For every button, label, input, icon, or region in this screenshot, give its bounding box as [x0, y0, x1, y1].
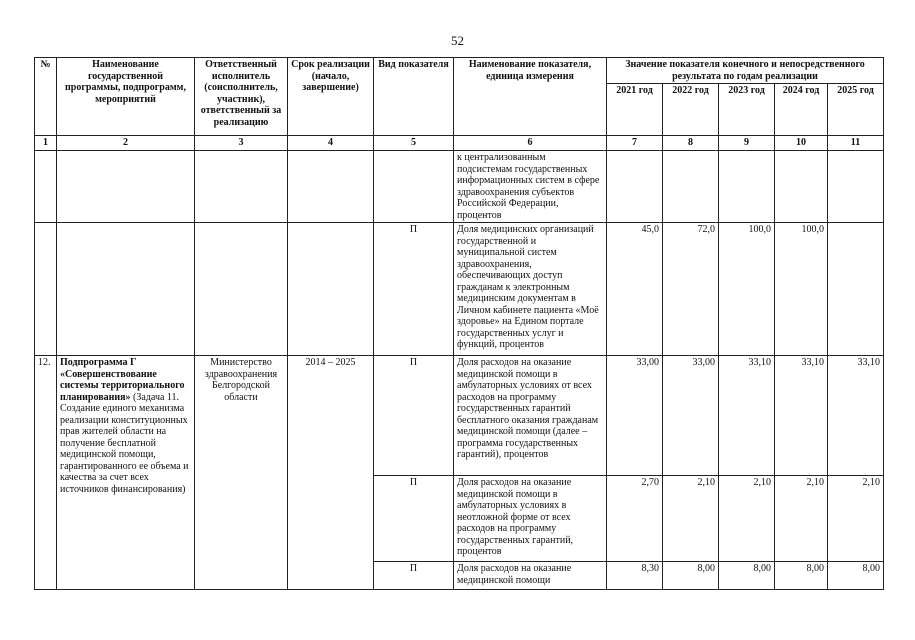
indicator-type: П [374, 562, 454, 590]
table-row [35, 223, 884, 356]
value-cell: 45,0 [607, 223, 663, 356]
value-cell: 8,00 [719, 562, 775, 590]
value-cell: 2,10 [663, 476, 719, 562]
header-year: 2024 год [775, 84, 828, 136]
column-number: 6 [454, 136, 607, 151]
value-cell: 33,00 [607, 356, 663, 476]
program-period: 2014 – 2025 [288, 356, 374, 590]
value-cell [775, 151, 828, 223]
value-cell: 2,70 [607, 476, 663, 562]
table-row [35, 151, 884, 223]
page-number: 52 [451, 33, 464, 48]
header-year: 2022 год [663, 84, 719, 136]
value-cell [828, 151, 884, 223]
value-cell: 8,00 [663, 562, 719, 590]
program-title-bold: Подпрограмма Г «Совершенствование системы территориального планирования» [60, 357, 185, 403]
value-cell [828, 223, 884, 356]
indicator-name: к централизованным подсистемам государственных информационных систем в сфере здравоохранения субъектов Российской Федерации, процентов [454, 151, 607, 223]
header-name: Наименование государственной программы, подпрограмм, мероприятий [57, 58, 195, 136]
value-cell: 8,00 [775, 562, 828, 590]
header-year: 2025 год [828, 84, 884, 136]
header-year: 2023 год [719, 84, 775, 136]
header-executor: Ответственный исполнитель (соисполнитель, участник), ответственный за реализацию [195, 58, 288, 136]
column-number: 3 [195, 136, 288, 151]
indicator-type: П [374, 476, 454, 562]
column-number: 2 [57, 136, 195, 151]
header-type: Вид показателя [374, 58, 454, 136]
column-number: 5 [374, 136, 454, 151]
program-number: 12. [35, 356, 57, 590]
value-cell [663, 151, 719, 223]
value-cell: 33,10 [719, 356, 775, 476]
value-cell: 72,0 [663, 223, 719, 356]
indicator-name: Доля медицинских организаций государственной и муниципальной систем здравоохранения, обеспечивающих доступ гражданам к электронным медицинским документам в Личном кабинете пациента «Моё здоровье» на Едином портале государственных услуг и функций, процентов [454, 223, 607, 356]
value-cell: 8,30 [607, 562, 663, 590]
header-period: Срок реализации (начало, завершение) [288, 58, 374, 136]
column-number: 7 [607, 136, 663, 151]
header-num: № [35, 58, 57, 136]
header-indicator: Наименование показателя, единица измерения [454, 58, 607, 136]
value-cell: 33,00 [663, 356, 719, 476]
value-cell: 8,00 [828, 562, 884, 590]
value-cell [719, 151, 775, 223]
column-number: 4 [288, 136, 374, 151]
value-cell: 2,10 [828, 476, 884, 562]
value-cell [607, 151, 663, 223]
header-year: 2021 год [607, 84, 663, 136]
column-number: 1 [35, 136, 57, 151]
indicator-type: П [374, 223, 454, 356]
column-numbers-row [35, 136, 884, 151]
indicator-name: Доля расходов на оказание медицинской помощи в амбулаторных условиях от всех расходов на программу государственных гарантий бесплатного оказания гражданам медицинской помощи (далее – программа государственных гарантий), процентов [454, 356, 607, 476]
value-cell: 2,10 [719, 476, 775, 562]
indicators-table [34, 57, 884, 590]
value-cell: 33,10 [775, 356, 828, 476]
program-title-rest: (Задача 11. Создание единого механизма реализации конституционных прав жителей области на получение бесплатной медицинской помощи, гарантированного ее объема и качества за счет всех источников финансирования) [60, 391, 189, 495]
header-values-group: Значение показателя конечного и непосредственного результата по годам реализации [607, 58, 884, 84]
program-title [57, 356, 195, 590]
program-executor: Министерство здравоохранения Белгородской области [195, 356, 288, 590]
value-cell: 100,0 [775, 223, 828, 356]
table-row [35, 356, 884, 476]
value-cell: 33,10 [828, 356, 884, 476]
column-number: 8 [663, 136, 719, 151]
column-number: 10 [775, 136, 828, 151]
value-cell: 100,0 [719, 223, 775, 356]
value-cell: 2,10 [775, 476, 828, 562]
indicator-name: Доля расходов на оказание медицинской помощи в амбулаторных условиях в неотложной форме от всех расходов на программу государственных гарантий, процентов [454, 476, 607, 562]
indicator-type [374, 151, 454, 223]
column-number: 9 [719, 136, 775, 151]
indicator-type: П [374, 356, 454, 476]
column-number: 11 [828, 136, 884, 151]
indicator-name: Доля расходов на оказание медицинской помощи [454, 562, 607, 590]
